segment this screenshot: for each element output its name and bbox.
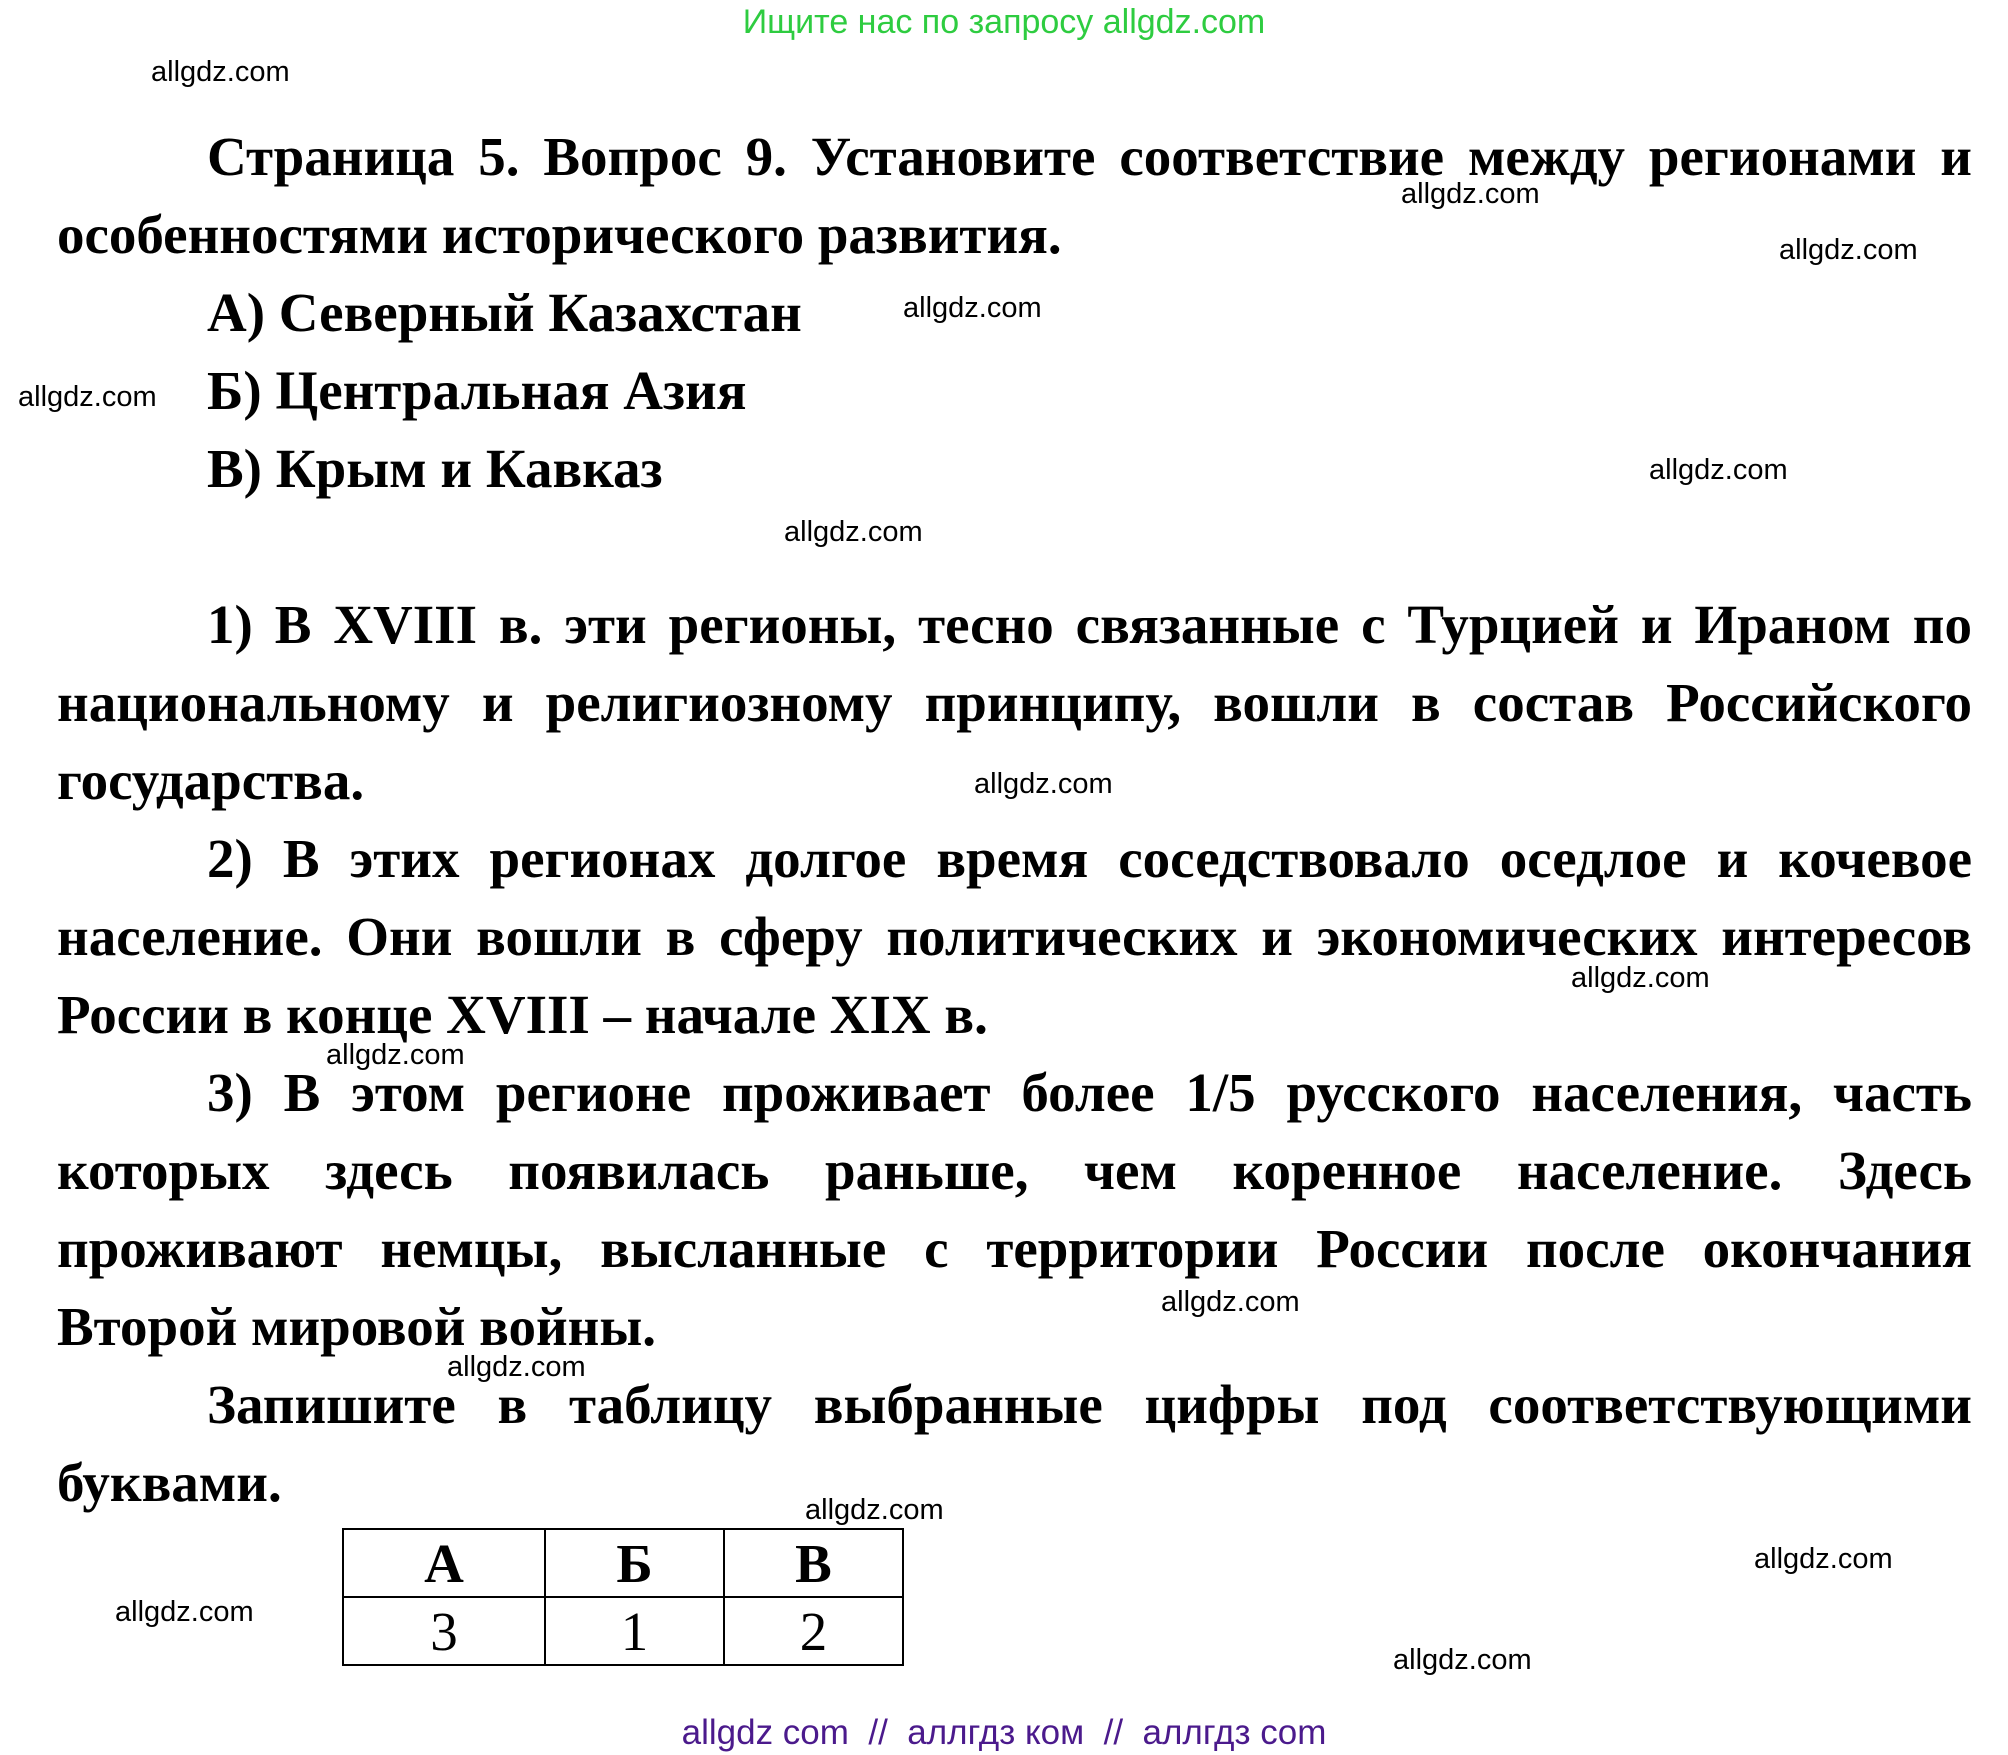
watermark: allgdz.com — [151, 56, 290, 88]
option-b: Б) Центральная Азия — [207, 360, 747, 421]
statement-2: 2) В этих регионах долгое время соседствовало оседлое и кочевое население. Они вошли в сферу политических и экономических интересов России в конце XVIII – начале XIX в. — [57, 828, 1972, 1045]
answer-value-cell: 3 — [343, 1597, 545, 1665]
answer-header-cell: В — [724, 1529, 903, 1597]
statement-3: 3) В этом регионе проживает более 1/5 русского населения, часть которых здесь появилась раньше, чем коренное население. Здесь проживают немцы, высланные с территории России после окончания Второй мировой войны. — [57, 1062, 1972, 1357]
statement-1: 1) В XVIII в. эти регионы, тесно связанные с Турцией и Ираном по национальному и религиозному принципу, вошли в состав Российского государства. — [57, 594, 1972, 811]
watermark: allgdz.com — [903, 292, 1042, 324]
answer-header-row — [343, 1529, 903, 1597]
watermark: allgdz.com — [18, 381, 157, 413]
instruction: Запишите в таблицу выбранные цифры под соответствующими буквами. — [57, 1374, 1972, 1513]
watermark: allgdz.com — [1161, 1286, 1300, 1318]
question-content — [57, 118, 1972, 1522]
option-a: А) Северный Казахстан — [207, 282, 802, 343]
watermark: allgdz.com — [784, 516, 923, 548]
watermark: allgdz.com — [447, 1351, 586, 1383]
footer-links[interactable]: allgdz com // аллгдз ком // аллгдз com — [681, 1713, 1327, 1752]
answer-header-cell: А — [343, 1529, 545, 1597]
answer-value-cell: 1 — [545, 1597, 724, 1665]
answer-table — [342, 1528, 904, 1666]
watermark: allgdz.com — [1779, 234, 1918, 266]
watermark: allgdz.com — [1571, 962, 1710, 994]
answer-value-cell: 2 — [724, 1597, 903, 1665]
watermark: allgdz.com — [326, 1039, 465, 1071]
watermark: allgdz.com — [1401, 178, 1540, 210]
watermark: allgdz.com — [1754, 1543, 1893, 1575]
watermark: allgdz.com — [974, 768, 1113, 800]
watermark: allgdz.com — [805, 1494, 944, 1526]
spacer — [57, 508, 1972, 586]
option-c: В) Крым и Кавказ — [207, 438, 663, 499]
watermark: allgdz.com — [1393, 1644, 1532, 1676]
watermark: allgdz.com — [1649, 454, 1788, 486]
question-title: Страница 5. Вопрос 9. Установите соответствие между регионами и особенностями исторического развития. — [57, 126, 1972, 265]
answer-value-row — [343, 1597, 903, 1665]
watermark: allgdz.com — [115, 1596, 254, 1628]
top-banner[interactable]: Ищите нас по запросу allgdz.com — [742, 3, 1266, 41]
answer-header-cell: Б — [545, 1529, 724, 1597]
